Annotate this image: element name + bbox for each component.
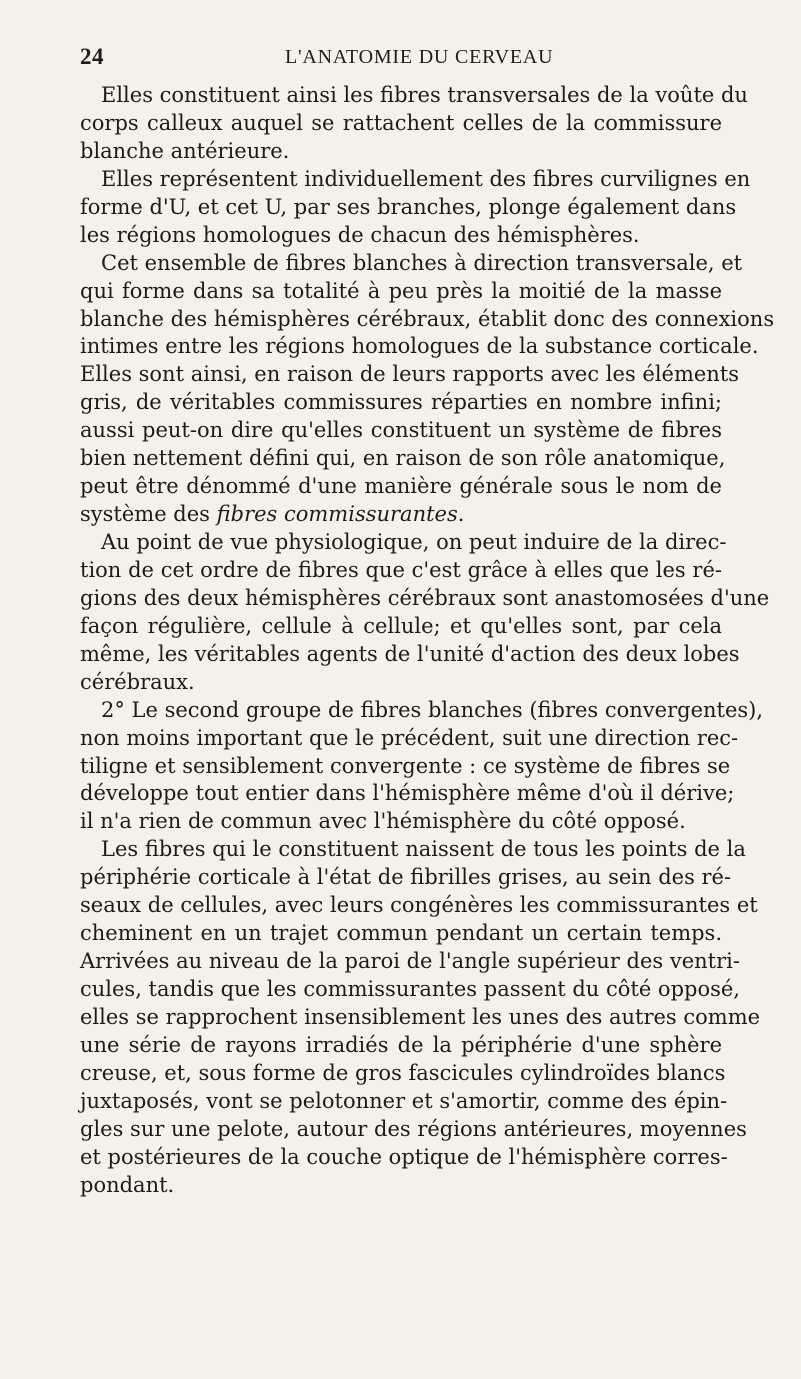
text-fragment: système des [80,502,217,527]
text-line: cérébraux. [80,669,195,694]
text-line: tiligne et sensiblement convergente : ce système de fibres se [80,753,731,778]
text-line: Arrivées au niveau de la paroi de l'angle supérieur des ventri- [80,949,740,974]
text-line: intimes entre les régions homologues de la substance corticale. [80,334,759,359]
text-line: Au point de vue physiologique, on peut induire de la direc- [101,530,727,554]
text-line: façon régulière, cellule à cellule; et qu'elles sont, par cela [80,613,722,638]
text-line: pondant. [80,1172,175,1197]
text-line: non moins important que le précédent, suit une direction rec- [80,725,739,750]
text-line: qui forme dans sa totalité à peu près la moitié de la masse [80,278,722,303]
text-line: gions des deux hémisphères cérébraux sont anastomosées d'une [80,585,770,610]
running-title: L'ANATOMIE DU CERVEAU [285,46,554,68]
text-line: aussi peut-on dire qu'elles constituent un système de fibres [80,418,722,443]
text-line: bien nettement défini qui, en raison de son rôle anatomique, [80,446,726,471]
text-line: gris, de véritables commissures réparties en nombre infini; [80,390,722,415]
text-line: peut être dénommé d'une manière générale sous le nom de [80,474,722,499]
running-head [80,44,720,74]
text-line: juxtaposés, vont se pelotonner et s'amortir, comme des épin- [80,1088,728,1113]
emphasized-term: fibres commissurantes [216,502,458,527]
text-line: Cet ensemble de fibres blanches à direction transversale, et [101,250,743,275]
text-line: il n'a rien de commun avec l'hémisphère du côté opposé. [80,809,686,834]
text-line: périphérie corticale à l'état de fibrilles grises, au sein des ré- [80,865,732,890]
text-line: blanche antérieure. [80,138,290,163]
text-line: creuse, et, sous forme de gros fascicules cylindroïdes blancs [80,1060,726,1085]
text-line: cules, tandis que les commissurantes passent du côté opposé, [80,977,740,1001]
text-line: Elles constituent ainsi les fibres transversales de la voûte du [101,83,748,107]
page-number: 24 [80,44,104,69]
text-line: Elles sont ainsi, en raison de leurs rapports avec les éléments [80,362,740,387]
text-line [80,501,722,529]
text-line: développe tout entier dans l'hémisphère même d'où il dérive; [80,781,735,806]
body-text [80,82,775,1200]
text-line: Les fibres qui le constituent naissent de tous les points de la [101,837,746,862]
text-line: et postérieures de la couche optique de l'hémisphère corres- [80,1144,728,1169]
text-line: elles se rapprochent insensiblement les unes des autres comme [80,1004,761,1029]
text-line: cheminent en un trajet commun pendant un certain temps. [80,921,722,946]
text-line: une série de rayons irradiés de la périphérie d'une sphère [80,1032,722,1057]
text-line: 2° Le second groupe de fibres blanches (fibres convergentes), [101,697,764,722]
text-line: forme d'U, et cet U, par ses branches, plonge également dans [80,194,737,219]
text-line: corps calleux auquel se rattachent celles de la commissure [80,110,722,135]
text-line: seaux de cellules, avec leurs congénères les commissurantes et [80,893,758,918]
text-line: blanche des hémisphères cérébraux, établit donc des connexions [80,306,775,331]
text-line: gles sur une pelote, autour des régions antérieures, moyennes [80,1116,747,1141]
text-line: tion de cet ordre de fibres que c'est grâce à elles que les ré- [80,557,722,582]
text-line: Elles représentent individuellement des fibres curvilignes en [101,166,751,191]
text-fragment: . [457,502,465,527]
text-line: les régions homologues de chacun des hémisphères. [80,222,640,247]
text-line: même, les véritables agents de l'unité d'action des deux lobes [80,641,740,666]
